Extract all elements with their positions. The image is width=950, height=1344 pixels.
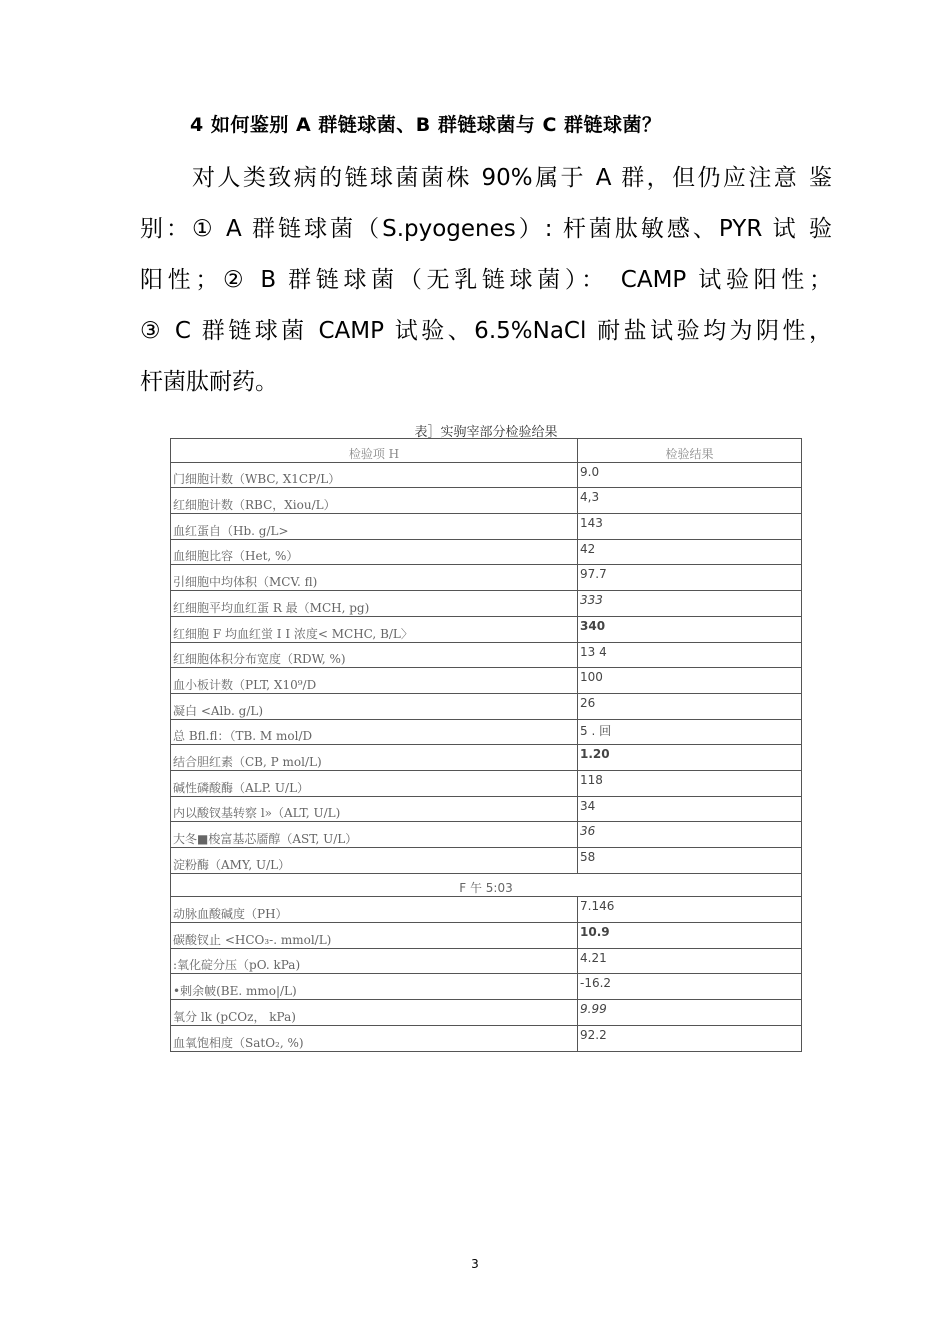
test-item: :氧化碇分压（pO. kPa)	[171, 948, 578, 974]
paragraph-line: 阳性；② B 群链球菌（无乳链球菌）： CAMP 试验阳性；	[140, 267, 832, 293]
test-item: 动脉血酸碱度（PH）	[171, 897, 578, 923]
test-value: 340	[578, 616, 802, 642]
test-item: 内以酸钗基转察 l»（ALT, U/L)	[171, 796, 578, 822]
test-value: 4,3	[578, 488, 802, 514]
test-value: 10.9	[578, 923, 802, 949]
time-separator-row	[171, 873, 802, 897]
table-row	[171, 796, 802, 822]
table-row	[171, 897, 802, 923]
test-value: 36	[578, 822, 802, 848]
header-result: 检验结果	[578, 439, 802, 463]
paragraph-line: ③ C 群链球菌 CAMP 试验、6.5%NaCl 耐盐试验均为阴性，	[140, 318, 832, 344]
test-value: 9.0	[578, 462, 802, 488]
test-value: 9.99	[578, 1000, 802, 1026]
header-item: 检验项 H	[171, 439, 578, 463]
test-item: 碳酸钗止 <HCO₃-. mmol/L)	[171, 923, 578, 949]
table-row	[171, 770, 802, 796]
time-separator: F 午 5:03	[171, 873, 802, 897]
table-row	[171, 974, 802, 1000]
test-item: 总 Bfl.fl：（TB. M mol/D	[171, 719, 578, 745]
table-row	[171, 514, 802, 540]
test-item: 氧分 lk (pCOz， kPa)	[171, 1000, 578, 1026]
test-item: 血氧饱相度（SatO₂, %)	[171, 1025, 578, 1051]
table-row	[171, 565, 802, 591]
table-row	[171, 488, 802, 514]
test-value: -16.2	[578, 974, 802, 1000]
table-row	[171, 822, 802, 848]
table-row	[171, 693, 802, 719]
table-row	[171, 616, 802, 642]
answer-paragraph	[140, 153, 832, 408]
test-value: 118	[578, 770, 802, 796]
test-value: 97.7	[578, 565, 802, 591]
test-item: 大冬■梭富基芯靥醇（AST, U/L）	[171, 822, 578, 848]
test-item: 引细胞中均体积（MCV. fl)	[171, 565, 578, 591]
test-value: 4.21	[578, 948, 802, 974]
test-item: 红细胞平均血红蛋 R 最（MCH, pg)	[171, 591, 578, 617]
test-item: 门细胞计数（WBC, X1CP/L）	[171, 462, 578, 488]
test-value: 5 . 回	[578, 719, 802, 745]
table-row	[171, 539, 802, 565]
test-item: 红细胞计数（RBC，Xiou/L）	[171, 488, 578, 514]
table-row	[171, 462, 802, 488]
table-row	[171, 1000, 802, 1026]
table-caption: 表］实驹宰部分检验给果	[414, 425, 558, 440]
table-row	[171, 1025, 802, 1051]
test-item: 血小板计数（PLT, X10⁹/D	[171, 668, 578, 694]
test-value: 143	[578, 514, 802, 540]
test-item: 红细胞 F 均血红蛍 I I 浓度< MCHC, B/L〉	[171, 616, 578, 642]
paragraph-line: 别：① A 群链球菌（S.pyogenes）: 杆菌肽敏感、PYR 试 验	[140, 216, 832, 242]
table-row	[171, 668, 802, 694]
test-value: 7.146	[578, 897, 802, 923]
paragraph-line: 杆菌肽耐药。	[140, 369, 278, 395]
table-row	[171, 948, 802, 974]
table-row	[171, 642, 802, 668]
test-value: 26	[578, 693, 802, 719]
test-value: 13 4	[578, 642, 802, 668]
page-number: 3	[471, 1257, 479, 1271]
table-row	[171, 591, 802, 617]
table-row	[171, 719, 802, 745]
test-item: 结合胆红素（CB, P mol/L)	[171, 745, 578, 771]
test-item: 凝白 <Alb. g/L)	[171, 693, 578, 719]
test-item: 碱性磷酸酶（ALP. U/L）	[171, 770, 578, 796]
test-value: 333	[578, 591, 802, 617]
lab-results-table	[170, 438, 802, 1052]
test-value: 1.20	[578, 745, 802, 771]
question-heading: 4 如何鉴别 A 群链球菌、B 群链球菌与 C 群链球菌？	[190, 114, 662, 136]
table-row	[171, 745, 802, 771]
table-row	[171, 923, 802, 949]
test-item: 淀粉酶（AMY, U/L）	[171, 848, 578, 874]
paragraph-line: 对人类致病的链球菌菌株 90%属于 A 群，但仍应注意 鉴	[192, 165, 832, 191]
test-value: 34	[578, 796, 802, 822]
table-row	[171, 848, 802, 874]
test-item: •剌余帔(BE. mmo|/L)	[171, 974, 578, 1000]
test-item: 血红蛋自（Hb. g/L>	[171, 514, 578, 540]
test-value: 100	[578, 668, 802, 694]
table-header-row	[171, 439, 802, 463]
test-value: 92.2	[578, 1025, 802, 1051]
test-value: 58	[578, 848, 802, 874]
test-item: 红细胞体积分布宽度（RDW, %)	[171, 642, 578, 668]
test-item: 血细胞比容（Het, %）	[171, 539, 578, 565]
test-value: 42	[578, 539, 802, 565]
